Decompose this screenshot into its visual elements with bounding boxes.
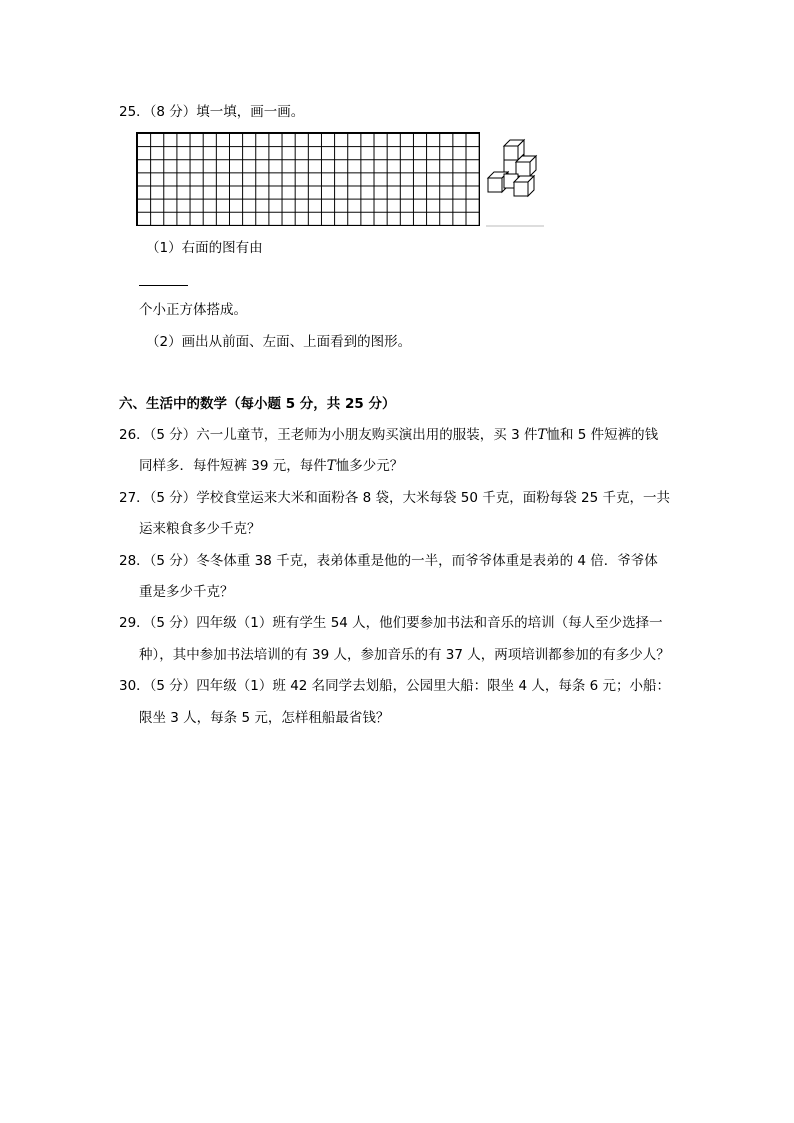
q26-text-c: 同样多．每件短裤 39 元，每件: [139, 458, 327, 474]
q26-t-letter: T: [537, 427, 547, 443]
question-26-line1: [119, 425, 658, 445]
cube-stack-figure: [486, 136, 546, 228]
question-30-line1: 30．（5 分）四年级（1）班 42 名同学去划船，公园里大船：限坐 4 人，每条 6 元；小船：: [119, 678, 671, 694]
question-27-line1: 27．（5 分）学校食堂运来大米和面粉各 8 袋，大米每袋 50 千克，面粉每袋 25 千克，一共: [119, 490, 671, 506]
question-25-part2: （2）画出从前面、左面、上面看到的图形。: [146, 334, 412, 350]
question-27-line2: 运来粮食多少千克？: [139, 521, 261, 537]
q26-text-a: 26．（5 分）六一儿童节，王老师为小朋友购买演出用的服装，买 3 件: [119, 427, 538, 443]
answer-blank[interactable]: [139, 285, 188, 286]
question-28-line2: 重是多少千克？: [139, 584, 234, 600]
question-25-part1-suffix: 个小正方体搭成。: [139, 302, 247, 318]
q26-text-b: 恤和 5 件短裤的钱: [546, 427, 659, 443]
question-25-title: 25．（8 分）填一填，画一画。: [119, 104, 305, 120]
question-26-line2: [139, 456, 403, 476]
question-29-line1: 29．（5 分）四年级（1）班有学生 54 人，他们要参加书法和音乐的培训（每人至少选择一: [119, 615, 663, 631]
question-29-line2: 种），其中参加书法培训的有 39 人，参加音乐的有 37 人，两项培训都参加的有多少人？: [139, 647, 670, 663]
question-25-part1: （1）右面的图有由: [146, 240, 263, 256]
drawing-grid: [136, 132, 480, 226]
question-30-line2: 限坐 3 人，每条 5 元，怎样租船最省钱？: [139, 710, 390, 726]
q26-t-letter-2: T: [326, 458, 336, 474]
question-28-line1: 28．（5 分）冬冬体重 38 千克，表弟体重是他的一半，而爷爷体重是表弟的 4 倍．爷爷体: [119, 553, 658, 569]
section-6-heading: 六、生活中的数学（每小题 5 分，共 25 分）: [119, 396, 396, 412]
q26-text-d: 恤多少元？: [335, 458, 404, 474]
